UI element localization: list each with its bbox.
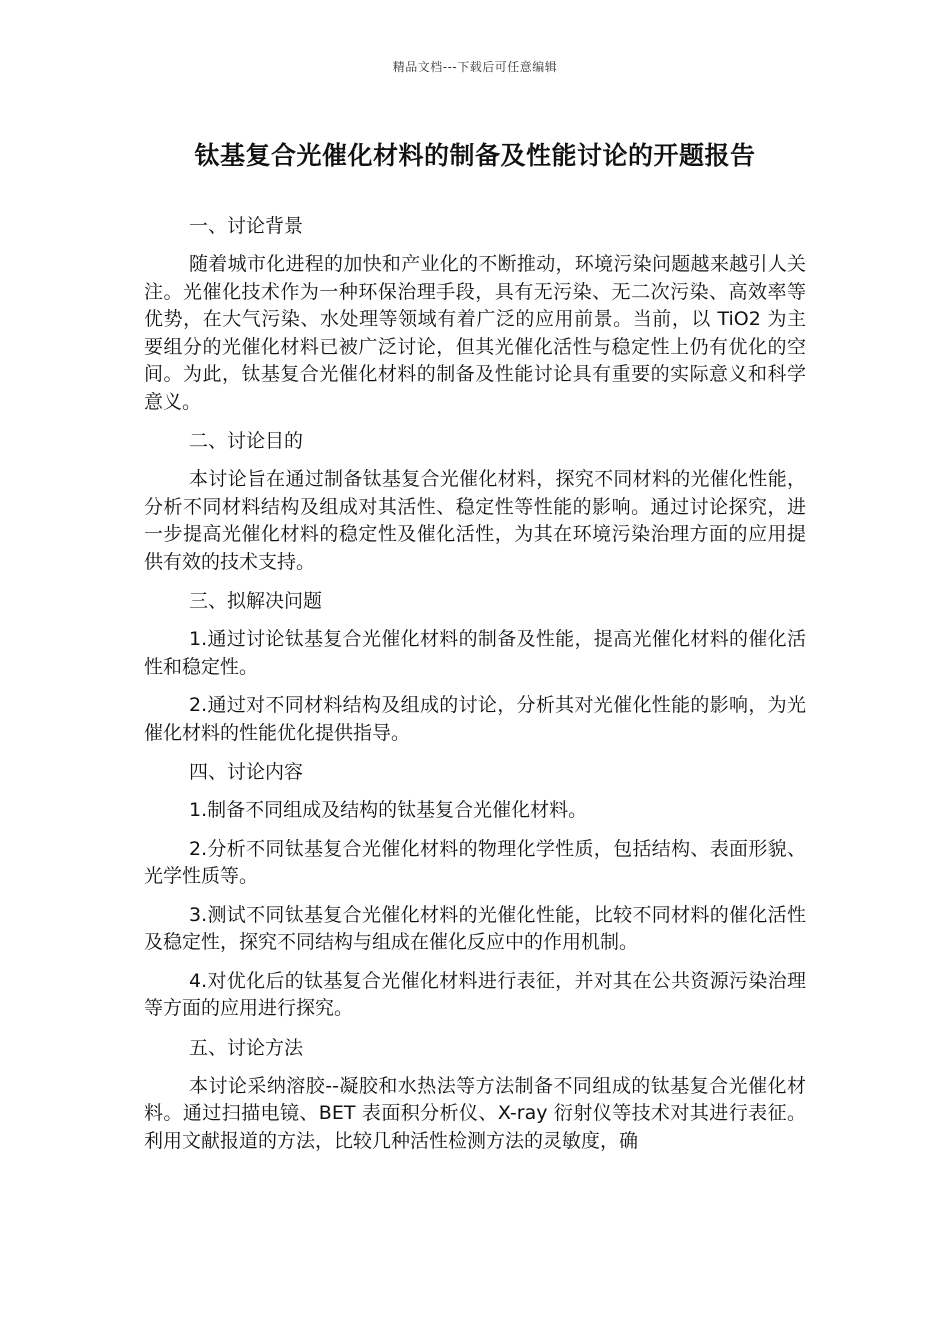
document-body: [144, 212, 806, 1166]
paragraph-purpose: 本讨论旨在通过制备钛基复合光催化材料，探究不同材料的光催化性能，分析不同材料结构及组成对其活性、稳定性等性能的影响。通过讨论探究，进一步提高光催化材料的稳定性及催化活性，为其在环境污染治理方面的应用提供有效的技术支持。: [144, 468, 806, 573]
section-heading-problems: 三、拟解决问题: [189, 590, 323, 612]
section-heading-background: 一、讨论背景: [189, 215, 304, 237]
section-heading-methods: 五、讨论方法: [189, 1036, 304, 1059]
header-note: 精品文档---下载后可任意编辑: [392, 60, 558, 74]
paragraph-content-3: 3.测试不同钛基复合光催化材料的光催化性能，比较不同材料的催化活性及稳定性，探究不同结构与组成在催化反应中的作用机制。: [144, 903, 806, 953]
paragraph-content-4: 4.对优化后的钛基复合光催化材料进行表征，并对其在公共资源污染治理等方面的应用进行探究。: [144, 969, 806, 1019]
paragraph-content-2: 2.分析不同钛基复合光催化材料的物理化学性质，包括结构、表面形貌、光学性质等。: [144, 837, 806, 887]
section-heading-content: 四、讨论内容: [189, 761, 304, 783]
section-heading-purpose: 二、讨论目的: [189, 430, 304, 452]
paragraph-problem-1: 1.通过讨论钛基复合光催化材料的制备及性能，提高光催化材料的催化活性和稳定性。: [144, 628, 806, 678]
document-title: 钛基复合光催化材料的制备及性能讨论的开题报告: [194, 141, 756, 170]
paragraph-methods: 本讨论采纳溶胶--凝胶和水热法等方法制备不同组成的钛基复合光催化材料。通过扫描电镜、BET 表面积分析仪、X-ray 衍射仪等技术对其进行表征。利用文献报道的方法，比较几种活性检测方法的灵敏度，确: [144, 1074, 806, 1152]
paragraph-problem-2: 2.通过对不同材料结构及组成的讨论，分析其对光催化性能的影响，为光催化材料的性能优化提供指导。: [144, 694, 806, 744]
paragraph-content-1: 1.制备不同组成及结构的钛基复合光催化材料。: [189, 799, 588, 821]
paragraph-background: 随着城市化进程的加快和产业化的不断推动，环境污染问题越来越引人关注。光催化技术作为一种环保治理手段，具有无污染、无二次污染、高效率等优势，在大气污染、水处理等领域有着广泛的应用前景。当前，以 TiO2 为主要组分的光催化材料已被广泛讨论，但其光催化活性与稳定性上仍有优化的空间。为此，钛基复合光催化材料的制备及性能讨论具有重要的实际意义和科学意义。: [144, 253, 806, 413]
